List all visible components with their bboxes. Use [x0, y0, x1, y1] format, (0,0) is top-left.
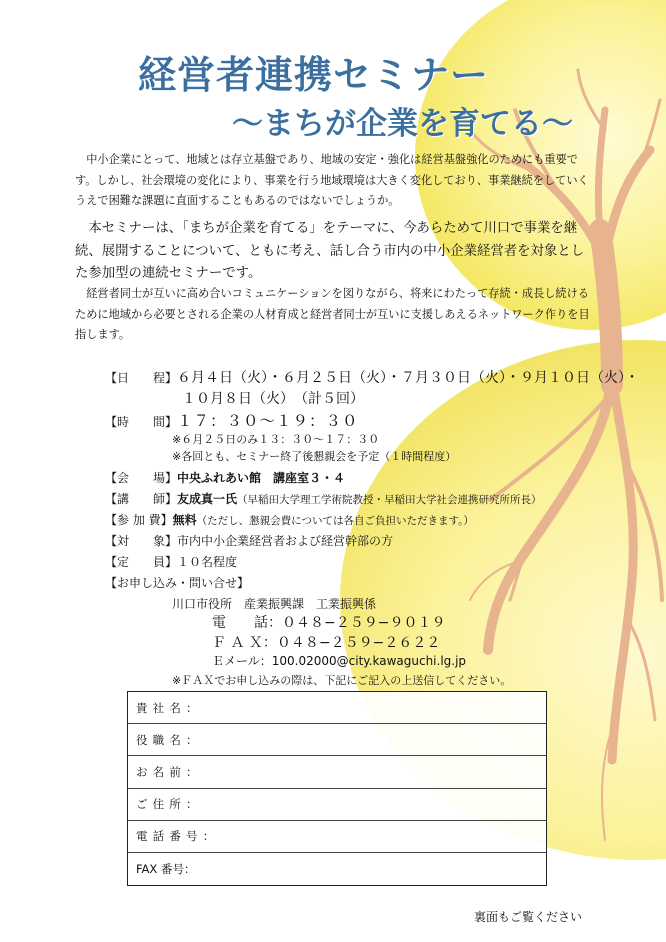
- venue-value: 中央ふれあい館 講座室３・４: [177, 471, 346, 485]
- form-row-name[interactable]: [128, 756, 546, 788]
- fee-row: [105, 511, 474, 528]
- schedule-label: 【日 程】: [105, 371, 178, 385]
- application-form: [127, 691, 547, 886]
- form-row-fax[interactable]: [128, 853, 546, 885]
- schedule-dates-cont: １０月８日（火） （計５回）: [182, 391, 364, 407]
- time-value: １７：３０〜１９：３０: [177, 412, 359, 430]
- form-row-company[interactable]: [128, 692, 546, 724]
- form-label-position: 役職名：: [136, 732, 203, 747]
- form-row-phone[interactable]: [128, 821, 546, 853]
- lecturer-label: 【講 師】: [105, 492, 178, 506]
- time-label: 【時 間】: [105, 415, 178, 429]
- intro-paragraph-2: 本セミナーは、「まちが企業を育てる」をテーマに、今あらためて川口で事業を継続、展開することについて、ともに考え、話し合う市内の中小企業経営者を対象とした参加型の連続セミナーです。: [75, 221, 585, 281]
- lecturer-name: 友成真一氏: [177, 492, 238, 506]
- intro-paragraph-1: 中小企業にとって、地域とは存立基盤であり、地域の安定・強化は経営基盤強化のためにも重要です。しかし、社会環境の変化により、事業を行う地域環境は大きく変化しており、事業継続をしていくうえで困難な課題に直面することもあるのではないでしょうか。: [75, 153, 589, 207]
- time-row: [105, 409, 359, 431]
- form-label-phone: 電話番号：: [136, 829, 220, 844]
- form-label-address: ご住所：: [136, 797, 203, 812]
- fee-value: 無料: [172, 513, 197, 527]
- target-label: 【対 象】: [105, 534, 178, 548]
- capacity-label: 【定 員】: [105, 555, 178, 569]
- form-row-address[interactable]: [128, 789, 546, 821]
- capacity-row: [105, 553, 237, 570]
- contact-label: 【お申し込み・問い合せ】: [105, 576, 250, 590]
- capacity-value: １０名程度: [177, 555, 238, 569]
- venue-row: [105, 469, 345, 486]
- fee-note: （ただし、懇親会費については各自ご負担いただきます。）: [196, 515, 474, 527]
- form-label-name: お名前：: [136, 764, 203, 779]
- lecturer-affiliation: （早稲田大学理工学術院教授・早稲田大学社会連携研究所所長）: [237, 494, 542, 506]
- contact-fax: Ｆ Ａ Ｘ：０４８−２５９−２６２２: [212, 635, 441, 651]
- form-row-position[interactable]: [128, 724, 546, 756]
- time-note-1: ※６月２５日のみ１３：３０〜１７：３０: [172, 433, 380, 446]
- page-title: 経営者連携セミナー: [138, 53, 490, 97]
- venue-label: 【会 場】: [105, 471, 178, 485]
- footer-note: 裏面もご覧ください: [474, 910, 583, 924]
- contact-org: 川口市役所 産業振興課 工業振興係: [172, 597, 377, 611]
- time-note-2: ※各回とも、セミナー終了後懇親会を予定（１時間程度）: [172, 450, 457, 463]
- contact-email: Ｅメール：100.02000@city.kawaguchi.lg.jp: [212, 654, 467, 668]
- lecturer-row: [105, 490, 542, 507]
- schedule-row: [105, 367, 639, 387]
- target-row: [105, 532, 393, 549]
- intro-paragraph-3: 経営者同士が互いに高め合いコミュニケーションを図りながら、将来にわたって存続・成長し続けるために地域から必要とされる企業の人材育成と経営者同士が互いに支援しあえるネットワーク作りを目指します。: [75, 287, 590, 341]
- contact-tel: 電 話：０４８−２５９−９０１９: [212, 615, 446, 631]
- form-label-fax: FAX 番号：: [136, 862, 196, 877]
- schedule-dates: ６月４日（火）・６月２５日（火）・７月３０日（火）・９月１０日（火）・: [177, 370, 640, 386]
- page-subtitle: 〜まちが企業を育てる〜: [232, 106, 573, 142]
- fax-note: ※ＦＡＸでお申し込みの際は、下記にご記入の上送信してください。: [172, 674, 512, 687]
- form-label-company: 貴社名：: [136, 700, 203, 715]
- fee-label: 【参 加 費】: [105, 513, 173, 527]
- target-value: 市内中小企業経営者および経営幹部の方: [177, 534, 394, 548]
